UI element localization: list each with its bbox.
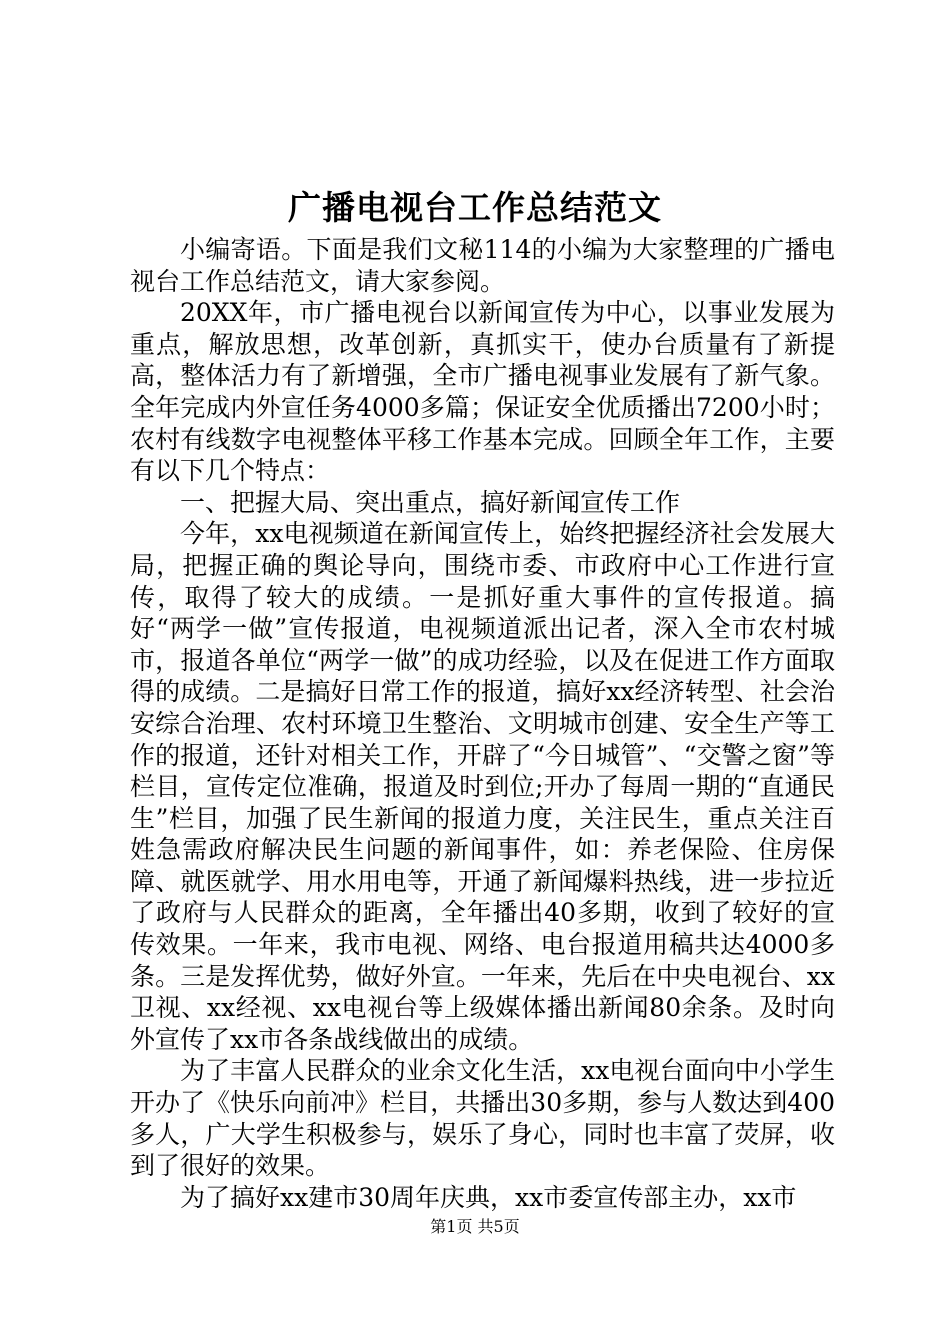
paragraph-news-work: 今年，xx电视频道在新闻宣传上，始终把握经济社会发展大局，把握正确的舆论导向，围绕市委、市政府中心工作进行宣传，取得了较大的成绩。一是抓好重大事件的宣传报道。搞好“两学一做”宣传报道，电视频道派出记者，深入全市农村城市，报道各单位“两学一做”的成功经验，以及在促进工作方面取得的成绩。二是搞好日常工作的报道，搞好xx经济转型、社会治安综合治理、农村环境卫生整治、文明城市创建、安全生产等工作的报道，还针对相关工作，开辟了“今日城管”、“交警之窗”等栏目，宣传定位准确，报道及时到位;开办了每周一期的“直通民生”栏目，加强了民生新闻的报道力度，关注民生，重点关注百姓急需政府解决民生问题的新闻事件，如：养老保险、住房保障、就医就学、用水用电等，开通了新闻爆料热线，进一步拉近了政府与人民群众的距离，全年播出40多期，收到了较好的宣传效果。一年来，我市电视、网络、电台报道用稿共达4000多条。三是发挥优势，做好外宣。一年来，先后在中央电视台、xx卫视、xx经视、xx电视台等上级媒体播出新闻80余条。及时向外宣传了xx市各条战线做出的成绩。 <box>130 519 835 1054</box>
page-footer: 第1页 共5页 <box>430 1217 520 1236</box>
document-title: 广播电视台工作总结范文 <box>288 188 662 227</box>
section-heading-1: 一、把握大局、突出重点，搞好新闻宣传工作 <box>180 487 681 517</box>
paragraph-culture: 为了丰富人民群众的业余文化生活，xx电视台面向中小学生开办了《快乐向前冲》栏目，共播出30多期，参与人数达到400多人，广大学生积极参与，娱乐了身心，同时也丰富了荧屏，收到了很好的效果。 <box>130 1056 835 1181</box>
paragraph-anniversary: 为了搞好xx建市30周年庆典，xx市委宣传部主办，xx市 <box>180 1182 797 1212</box>
document-body <box>130 234 835 1213</box>
paragraph-overview: 20XX年，市广播电视台以新闻宣传为中心，以事业发展为重点，解放思想，改革创新，真抓实干，使办台质量有了新提高，整体活力有了新增强，全市广播电视事业发展有了新气象。全年完成内外宣任务4000多篇；保证安全优质播出7200小时；农村有线数字电视整体平移工作基本完成。回顾全年工作，主要有以下几个特点： <box>130 298 835 486</box>
paragraph-intro: 小编寄语。下面是我们文秘114的小编为大家整理的广播电视台工作总结范文，请大家参阅。 <box>130 235 835 296</box>
